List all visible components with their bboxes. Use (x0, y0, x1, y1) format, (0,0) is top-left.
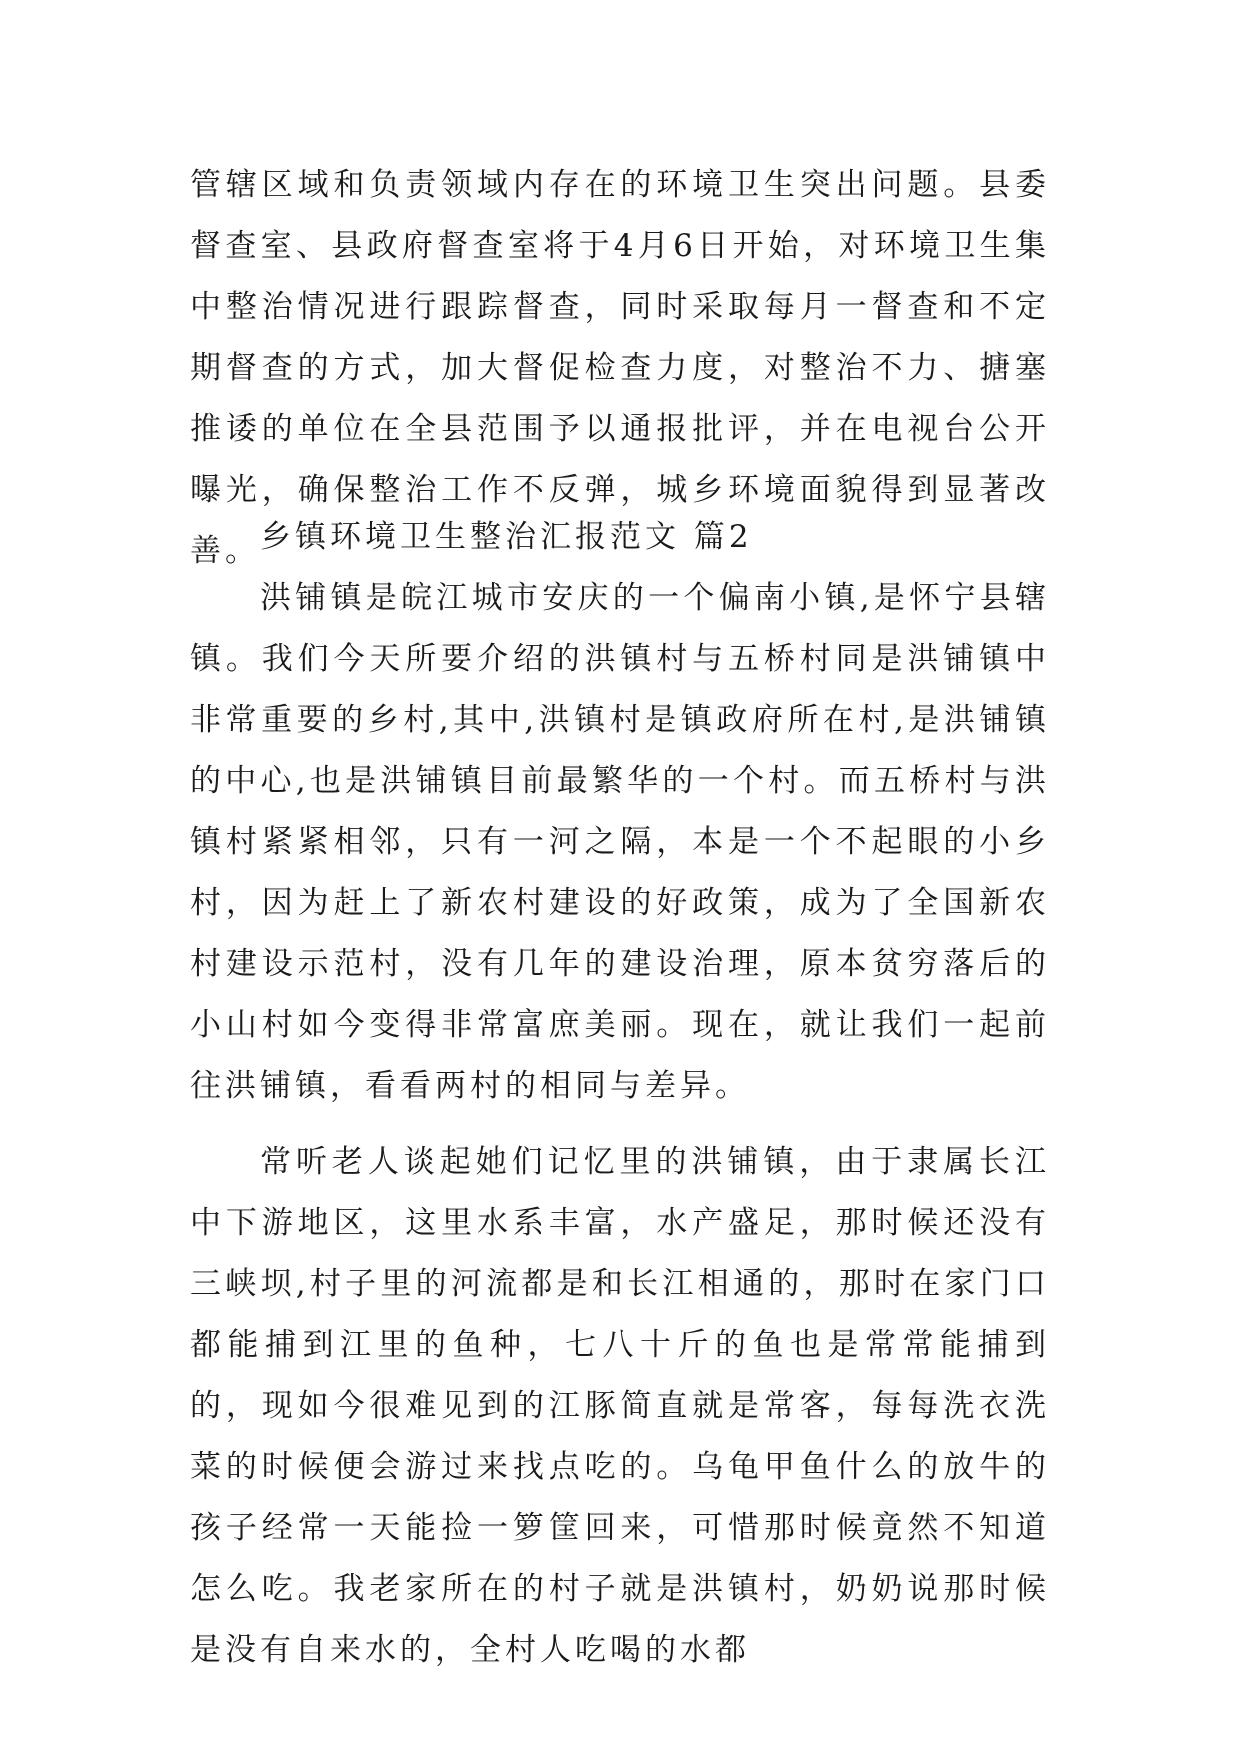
paragraph-1: 洪铺镇是皖江城市安庆的一个偏南小镇,是怀宁县辖镇。我们今天所要介绍的洪镇村与五桥村同是洪铺镇中非常重要的乡村,其中,洪镇村是镇政府所在村,是洪铺镇的中心,也是洪铺镇目前最繁华的一个村。而五桥村与洪镇村紧紧相邻，只有一河之隔，本是一个不起眼的小乡村，因为赶上了新农村建设的好政策，成为了全国新农村建设示范村，没有几年的建设治理，原本贫穷落后的小山村如今变得非常富庶美丽。现在，就让我们一起前往洪铺镇，看看两村的相同与差异。 (190, 580, 1050, 1104)
section-heading-block (190, 507, 1050, 568)
paragraph-1-block (190, 568, 1050, 1117)
paragraph-2: 常听老人谈起她们记忆里的洪铺镇，由于隶属长江中下游地区，这里水系丰富，水产盛足，那时候还没有三峡坝,村子里的河流都是和长江相通的，那时在家门口都能捕到江里的鱼种，七八十斤的鱼也是常常能捕到的，现如今很难见到的江豚简直就是常客，每每洗衣洗菜的时候便会游过来找点吃的。乌龟甲鱼什么的放牛的孩子经常一天能捡一箩筐回来，可惜那时候竟然不知道怎么吃。我老家所在的村子就是洪镇村，奶奶说那时候是没有自来水的，全村人吃喝的水都 (190, 1144, 1050, 1668)
section-heading: 乡镇环境卫生整治汇报范文 篇2 (260, 519, 753, 555)
continued-paragraph: 管辖区域和负责领域内存在的环境卫生突出问题。县委督查室、县政府督查室将于4月6日开始，对环境卫生集中整治情况进行跟踪督查，同时采取每月一督查和不定期督查的方式，加大督促检查力度，对整治不力、搪塞推诿的单位在全县范围予以通报批评，并在电视台公开曝光，确保整治工作不反弹，城乡环境面貌得到显著改善。 (190, 167, 1050, 569)
paragraph-2-block (190, 1132, 1050, 1681)
